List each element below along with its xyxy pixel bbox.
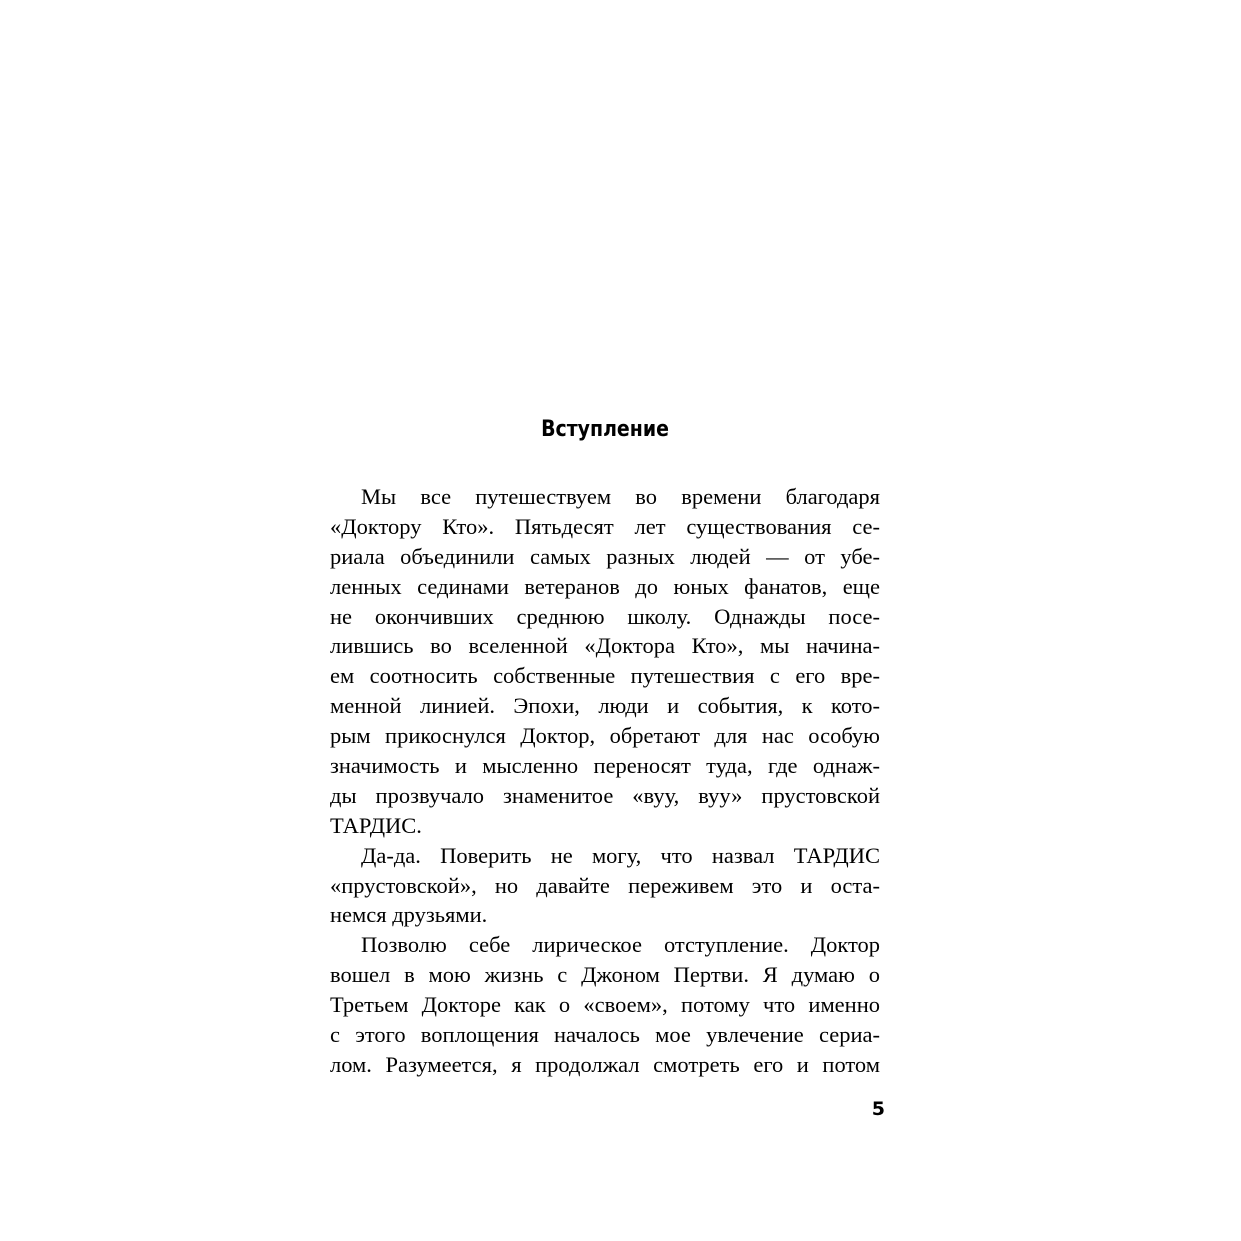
text-line: риала объединили самых разных людей — от убе- [330, 543, 880, 569]
text-line: лившись во вселенной «Доктора Кто», мы начина- [330, 633, 880, 659]
text-line: «прустовской», но давайте переживем это и оста- [330, 872, 880, 898]
body-text [330, 482, 880, 1080]
text-line: рым прикоснулся Доктор, обретают для нас особую [330, 723, 880, 749]
text-line: немся друзьями. [330, 902, 488, 928]
paragraph [330, 841, 880, 931]
text-line: Да-да. Поверить не могу, что назвал ТАРДИС [361, 842, 880, 868]
page-number: 5 [871, 1098, 885, 1120]
text-line: ленных сединами ветеранов до юных фанатов, еще [330, 573, 880, 599]
text-line: ды прозвучало знаменитое «вуу, вуу» прустовской [330, 782, 880, 808]
text-line: ТАРДИС. [330, 812, 422, 838]
text-line: лом. Разумеется, я продолжал смотреть его и потом [330, 1051, 880, 1077]
text-line: с этого воплощения началось мое увлечение сериа- [330, 1022, 880, 1048]
text-line: значимость и мысленно переносят туда, где однаж- [330, 753, 880, 779]
paragraph [330, 482, 880, 841]
text-line: вошел в мою жизнь с Джоном Пертви. Я думаю о [330, 962, 880, 988]
text-line: менной линией. Эпохи, люди и события, к кото- [330, 693, 880, 719]
paragraph [330, 930, 880, 1079]
text-line: Позволю себе лирическое отступление. Доктор [361, 932, 880, 958]
text-line: не окончивших среднюю школу. Однажды посе- [330, 603, 880, 629]
chapter-heading: Вступление [541, 417, 669, 442]
text-line: Мы все путешествуем во времени благодаря [361, 484, 880, 509]
text-line: Третьем Докторе как о «своем», потому что именно [330, 992, 880, 1018]
text-line: ем соотносить собственные путешествия с его вре- [330, 663, 880, 689]
text-line: «Доктору Кто». Пятьдесят лет существования се- [330, 513, 880, 539]
